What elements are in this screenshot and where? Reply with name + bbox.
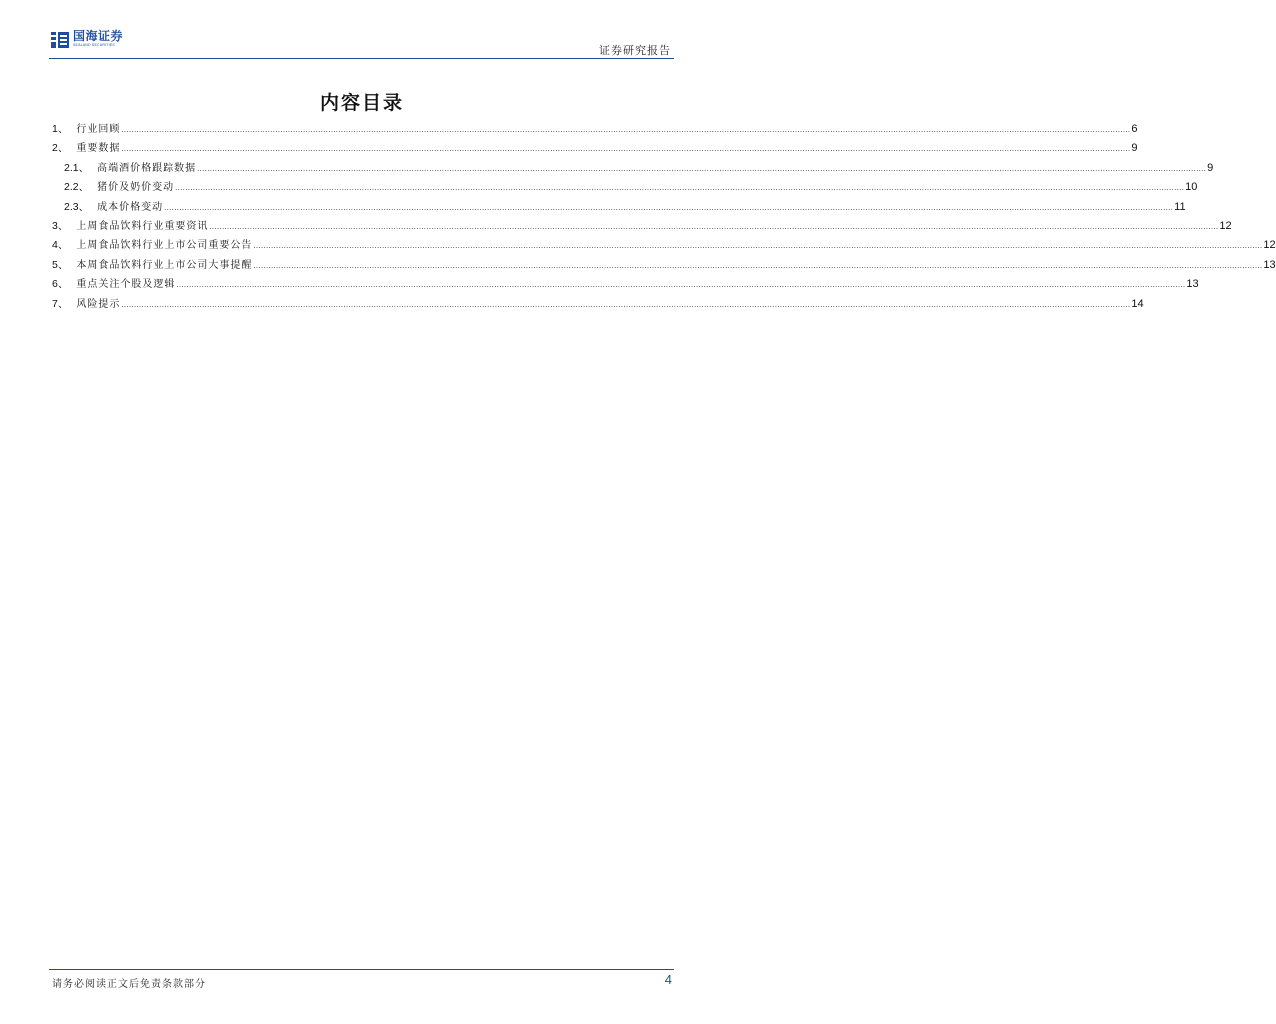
table-of-contents	[52, 120, 1276, 314]
toc-dot-leader: ................................................................................................................................................................................................................................................................................................................................................................................................................	[176, 280, 1186, 290]
toc-entry-title: 上周食品饮料行业上市公司重要公告	[76, 240, 253, 252]
page-number: 4	[664, 972, 672, 987]
toc-entry-title: 上周食品饮料行业重要资讯	[76, 220, 209, 232]
page-header	[0, 0, 724, 62]
toc-entry[interactable]	[52, 236, 1276, 255]
page-title: 内容目录	[319, 92, 404, 114]
toc-entry-page: 9	[1131, 142, 1138, 155]
toc-entry-page: 13	[1263, 258, 1276, 271]
toc-dot-leader: ................................................................................................................................................................................................................................................................................................................................................................................................................	[197, 163, 1207, 173]
toc-entry-page: 12	[1219, 219, 1232, 232]
toc-entry-title: 高端酒价格跟踪数据	[97, 162, 197, 174]
toc-entry[interactable]	[52, 178, 1198, 197]
toc-entry-page: 12	[1263, 239, 1276, 252]
toc-entry-title: 风险提示	[76, 298, 121, 310]
toc-dot-leader: ................................................................................................................................................................................................................................................................................................................................................................................................................	[253, 260, 1263, 270]
toc-entry[interactable]	[52, 217, 1232, 236]
toc-entry[interactable]	[52, 139, 1138, 158]
toc-entry-number: 2.2、	[64, 181, 90, 194]
toc-entry-number: 3、	[52, 219, 69, 232]
toc-entry-number: 2.1、	[64, 161, 90, 174]
toc-entry-number: 4、	[52, 239, 69, 252]
toc-entry-number: 1、	[52, 123, 69, 135]
toc-dot-leader: ................................................................................................................................................................................................................................................................................................................................................................................................................	[121, 299, 1131, 309]
toc-entry-page: 10	[1185, 181, 1198, 194]
header-divider	[49, 58, 674, 59]
toc-entry-number: 6、	[52, 278, 69, 291]
toc-dot-leader: ................................................................................................................................................................................................................................................................................................................................................................................................................	[121, 125, 1131, 134]
toc-dot-leader: ................................................................................................................................................................................................................................................................................................................................................................................................................	[121, 144, 1131, 154]
toc-entry-number: 5、	[52, 258, 69, 271]
logo-name-cn: 国海证券	[73, 29, 124, 43]
toc-entry[interactable]	[52, 159, 1214, 178]
toc-entry[interactable]	[52, 295, 1144, 314]
toc-entry-title: 行业回顾	[76, 124, 121, 135]
footer-divider	[49, 969, 674, 970]
toc-entry-title: 重点关注个股及逻辑	[76, 279, 176, 291]
toc-entry-page: 13	[1186, 278, 1199, 291]
toc-entry[interactable]	[52, 198, 1186, 217]
toc-entry-number: 7、	[52, 297, 69, 310]
toc-entry-page: 9	[1207, 161, 1214, 174]
toc-entry[interactable]	[52, 256, 1276, 275]
logo-name-en: SEALAND SECURITIES	[73, 43, 115, 47]
sealand-logo-icon	[50, 30, 70, 50]
toc-dot-leader: ................................................................................................................................................................................................................................................................................................................................................................................................................	[253, 241, 1263, 251]
toc-entry-title: 重要数据	[76, 143, 121, 155]
company-logo	[50, 30, 123, 54]
toc-entry-title: 成本价格变动	[97, 201, 164, 213]
toc-dot-leader: ................................................................................................................................................................................................................................................................................................................................................................................................................	[209, 221, 1219, 231]
toc-entry-title: 本周食品饮料行业上市公司大事提醒	[76, 259, 253, 271]
toc-entry[interactable]	[52, 120, 1138, 139]
toc-entry[interactable]	[52, 275, 1199, 294]
toc-dot-leader: ................................................................................................................................................................................................................................................................................................................................................................................................................	[175, 183, 1185, 193]
toc-entry-page: 6	[1131, 123, 1138, 135]
report-type-label: 证券研究报告	[599, 44, 671, 57]
toc-dot-leader: ................................................................................................................................................................................................................................................................................................................................................................................................................	[164, 202, 1174, 212]
toc-entry-number: 2、	[52, 142, 69, 155]
toc-entry-page: 14	[1131, 297, 1144, 310]
toc-entry-number: 2.3、	[64, 200, 90, 213]
toc-entry-title: 猪价及奶价变动	[97, 182, 175, 194]
footer-disclaimer: 请务必阅读正文后免责条款部分	[52, 979, 206, 990]
toc-entry-page: 11	[1174, 200, 1186, 213]
